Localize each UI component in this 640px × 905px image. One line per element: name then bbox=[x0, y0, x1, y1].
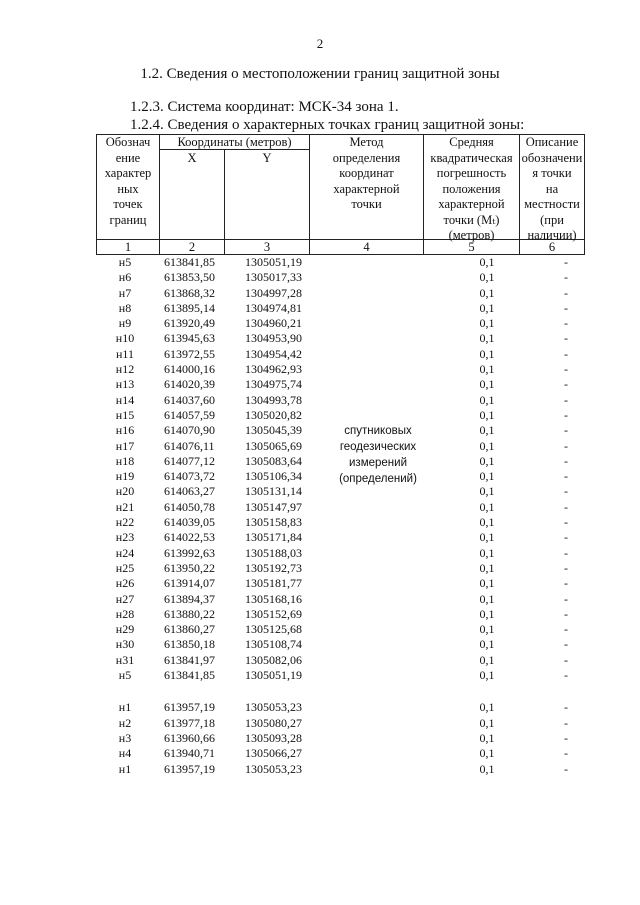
table-row bbox=[0, 362, 640, 377]
point-name: н5 bbox=[118, 668, 132, 683]
header-text: (при bbox=[540, 212, 564, 227]
header-text: Средняя bbox=[449, 135, 494, 149]
accuracy-value: 0,1 bbox=[479, 700, 495, 715]
header-text: характерной bbox=[333, 181, 400, 196]
accuracy-value: 0,1 bbox=[479, 499, 495, 514]
coord-y: 1305020,82 bbox=[245, 407, 302, 422]
table-row bbox=[0, 746, 640, 761]
header-method bbox=[310, 135, 423, 213]
coord-y: 1305131,14 bbox=[245, 484, 302, 499]
coord-y: 1305181,77 bbox=[245, 576, 302, 591]
accuracy-value: 0,1 bbox=[479, 377, 495, 392]
coord-y: 1304962,93 bbox=[245, 362, 302, 377]
point-name: н28 bbox=[115, 606, 135, 621]
coord-x: 613972,55 bbox=[164, 346, 215, 361]
table-row bbox=[0, 762, 640, 777]
header-text: я точки bbox=[532, 166, 572, 180]
coord-x: 614000,16 bbox=[164, 362, 215, 377]
col-number-5: 5 bbox=[468, 240, 475, 254]
header-text: положения bbox=[442, 181, 501, 196]
point-name: н7 bbox=[118, 285, 132, 300]
description-value: - bbox=[564, 407, 568, 422]
point-name: н1 bbox=[118, 761, 132, 776]
page-number: 2 bbox=[316, 36, 324, 51]
header-text: точки bbox=[351, 197, 382, 211]
coord-x: 613977,18 bbox=[164, 715, 215, 730]
description-value: - bbox=[564, 560, 568, 575]
coord-x: 614073,72 bbox=[164, 469, 215, 484]
col-number-2: 2 bbox=[188, 240, 196, 254]
accuracy-value: 0,1 bbox=[479, 484, 495, 499]
header-text: ение bbox=[115, 150, 141, 165]
accuracy-value: 0,1 bbox=[479, 746, 495, 761]
coord-x: 613914,07 bbox=[164, 576, 215, 591]
table-row bbox=[0, 607, 640, 622]
point-name: н23 bbox=[115, 530, 135, 545]
description-value: - bbox=[564, 346, 568, 361]
table-row bbox=[0, 561, 640, 576]
coord-y: 1305082,06 bbox=[245, 652, 302, 667]
coord-x: 613960,66 bbox=[164, 730, 215, 745]
header-x: X bbox=[187, 151, 197, 165]
header-point-designation bbox=[97, 135, 159, 228]
coord-y: 1305017,33 bbox=[245, 270, 302, 285]
accuracy-value: 0,1 bbox=[479, 622, 495, 637]
accuracy-value: 0,1 bbox=[479, 606, 495, 621]
coord-y: 1305080,27 bbox=[245, 715, 302, 730]
accuracy-value: 0,1 bbox=[479, 560, 495, 575]
point-name: н20 bbox=[115, 484, 135, 499]
coord-x: 614020,39 bbox=[164, 377, 215, 392]
coord-x: 613894,37 bbox=[164, 591, 215, 606]
table-row bbox=[0, 331, 640, 346]
coordinate-system-line: 1.2.3. Система координат: МСК-34 зона 1. bbox=[130, 99, 399, 115]
table-row bbox=[0, 716, 640, 731]
table-row bbox=[0, 653, 640, 668]
coord-y: 1305106,34 bbox=[245, 469, 302, 484]
description-value: - bbox=[564, 515, 568, 530]
coord-x: 613853,50 bbox=[164, 270, 215, 285]
point-name: н21 bbox=[115, 499, 135, 514]
table-row bbox=[0, 576, 640, 591]
point-name: н11 bbox=[116, 346, 134, 361]
method-text-line: измерений bbox=[349, 457, 407, 469]
point-name: н4 bbox=[118, 746, 132, 761]
point-name: н29 bbox=[115, 622, 135, 637]
header-text: Обознач bbox=[105, 135, 151, 149]
header-text: Метод bbox=[349, 135, 384, 149]
description-value: - bbox=[564, 300, 568, 315]
accuracy-value: 0,1 bbox=[479, 576, 495, 591]
description-value: - bbox=[564, 316, 568, 331]
coord-y: 1304997,28 bbox=[245, 285, 302, 300]
coord-x: 614063,27 bbox=[164, 484, 215, 499]
point-name: н3 bbox=[118, 730, 132, 745]
accuracy-value: 0,1 bbox=[479, 438, 495, 453]
accuracy-value: 0,1 bbox=[479, 730, 495, 745]
point-name: н12 bbox=[115, 362, 135, 377]
coord-y: 1305045,39 bbox=[245, 423, 302, 438]
point-name: н24 bbox=[115, 545, 135, 560]
accuracy-value: 0,1 bbox=[479, 362, 495, 377]
description-value: - bbox=[564, 438, 568, 453]
coord-x: 613940,71 bbox=[164, 746, 215, 761]
table-row bbox=[0, 393, 640, 408]
coord-x: 613841,97 bbox=[164, 652, 215, 667]
header-text: ных bbox=[117, 181, 139, 196]
header-coordinates: Координаты (метров) bbox=[177, 135, 292, 149]
section-title: 1.2. Сведения о местоположении границ защитной зоны bbox=[140, 66, 500, 82]
coord-y: 1305168,16 bbox=[245, 591, 302, 606]
coord-y: 1304960,21 bbox=[245, 316, 302, 331]
table-row bbox=[0, 622, 640, 637]
coord-x: 613957,19 bbox=[164, 761, 215, 776]
header-text: границ bbox=[109, 212, 147, 227]
accuracy-value: 0,1 bbox=[479, 316, 495, 331]
point-name: н16 bbox=[115, 423, 135, 438]
header-text: (метров) bbox=[448, 228, 495, 242]
coord-x: 613850,18 bbox=[164, 637, 215, 652]
coord-y: 1305192,73 bbox=[245, 560, 302, 575]
point-name: н25 bbox=[115, 560, 135, 575]
header-text: на bbox=[545, 181, 559, 196]
col-number-3: 3 bbox=[263, 240, 271, 254]
coord-x: 613950,22 bbox=[164, 560, 215, 575]
coord-x: 614070,90 bbox=[164, 423, 215, 438]
coord-y: 1305171,84 bbox=[245, 530, 302, 545]
description-value: - bbox=[564, 622, 568, 637]
point-name: н18 bbox=[115, 453, 135, 468]
coord-x: 614050,78 bbox=[164, 499, 215, 514]
point-name: н31 bbox=[115, 652, 135, 667]
coord-x: 613992,63 bbox=[164, 545, 215, 560]
coord-y: 1305188,03 bbox=[245, 545, 302, 560]
coord-y: 1305158,83 bbox=[245, 515, 302, 530]
point-name: н14 bbox=[115, 392, 135, 407]
table-row bbox=[0, 270, 640, 285]
col-number-6: 6 bbox=[548, 240, 556, 254]
coord-x: 613945,63 bbox=[164, 331, 215, 346]
table-row bbox=[0, 700, 640, 715]
coord-x: 614037,60 bbox=[164, 392, 215, 407]
point-name: н6 bbox=[118, 270, 132, 285]
table-row bbox=[0, 500, 640, 515]
table-row bbox=[0, 347, 640, 362]
coord-x: 614022,53 bbox=[164, 530, 215, 545]
coord-x: 613841,85 bbox=[164, 255, 215, 269]
point-name: н1 bbox=[118, 700, 132, 715]
description-value: - bbox=[564, 362, 568, 377]
point-name: н15 bbox=[115, 407, 135, 422]
points-heading: 1.2.4. Сведения о характерных точках границ защитной зоны: bbox=[130, 117, 525, 133]
description-value: - bbox=[564, 545, 568, 560]
header-text: характерной bbox=[438, 197, 505, 211]
coord-x: 614076,11 bbox=[164, 438, 215, 453]
coord-y: 1304975,74 bbox=[245, 377, 302, 392]
description-value: - bbox=[564, 652, 568, 667]
description-value: - bbox=[564, 637, 568, 652]
header-text: точек bbox=[113, 197, 143, 211]
coord-y: 1304974,81 bbox=[245, 300, 302, 315]
accuracy-value: 0,1 bbox=[479, 285, 495, 300]
accuracy-value: 0,1 bbox=[479, 761, 495, 776]
coord-x: 613920,49 bbox=[164, 316, 215, 331]
table-row bbox=[0, 546, 640, 561]
header-text: местности bbox=[524, 197, 580, 211]
coord-y: 1305147,97 bbox=[245, 499, 302, 514]
method-text-line: (определений) bbox=[339, 473, 417, 485]
table-row bbox=[0, 731, 640, 746]
coord-y: 1305051,19 bbox=[245, 255, 302, 269]
description-value: - bbox=[564, 392, 568, 407]
accuracy-value: 0,1 bbox=[479, 392, 495, 407]
method-text-line: спутниковых bbox=[344, 425, 412, 437]
coord-y: 1305053,23 bbox=[245, 761, 302, 776]
coord-x: 613860,27 bbox=[164, 622, 215, 637]
description-value: - bbox=[564, 715, 568, 730]
coord-y: 1305053,23 bbox=[245, 700, 302, 715]
point-name: н5 bbox=[118, 255, 132, 269]
coord-x: 614057,59 bbox=[164, 407, 215, 422]
header-text: погрешность bbox=[436, 166, 507, 180]
method-text-line: геодезических bbox=[339, 441, 417, 453]
header-description bbox=[520, 135, 584, 244]
group-gap bbox=[0, 683, 640, 700]
table-row bbox=[0, 515, 640, 530]
description-value: - bbox=[564, 453, 568, 468]
description-value: - bbox=[564, 255, 568, 269]
table-row bbox=[0, 377, 640, 392]
description-value: - bbox=[564, 700, 568, 715]
accuracy-value: 0,1 bbox=[479, 530, 495, 545]
table-row bbox=[0, 408, 640, 423]
col-number-1: 1 bbox=[124, 240, 132, 254]
accuracy-value: 0,1 bbox=[479, 652, 495, 667]
coord-y: 1304954,42 bbox=[245, 346, 302, 361]
accuracy-value: 0,1 bbox=[479, 715, 495, 730]
description-value: - bbox=[564, 576, 568, 591]
header-text: наличии) bbox=[527, 228, 577, 242]
coord-x: 613895,14 bbox=[164, 300, 215, 315]
table-row bbox=[0, 637, 640, 652]
coord-y: 1305051,19 bbox=[245, 668, 302, 683]
point-name: н9 bbox=[118, 316, 132, 331]
coord-y: 1304993,78 bbox=[245, 392, 302, 407]
coord-x: 614077,12 bbox=[164, 453, 215, 468]
coord-x: 614039,05 bbox=[164, 515, 215, 530]
header-text: характер bbox=[104, 166, 152, 180]
table-body bbox=[0, 255, 640, 777]
table-row bbox=[0, 301, 640, 316]
coord-x: 613880,22 bbox=[164, 606, 215, 621]
coord-y: 1305125,68 bbox=[245, 622, 302, 637]
point-name: н2 bbox=[118, 715, 132, 730]
point-name: н19 bbox=[115, 469, 135, 484]
description-value: - bbox=[564, 285, 568, 300]
header-accuracy bbox=[424, 135, 519, 244]
point-name: н27 bbox=[115, 591, 135, 606]
description-value: - bbox=[564, 530, 568, 545]
description-value: - bbox=[564, 484, 568, 499]
coord-x: 613841,85 bbox=[164, 668, 215, 683]
description-value: - bbox=[564, 469, 568, 484]
point-name: н8 bbox=[118, 300, 132, 315]
description-value: - bbox=[564, 730, 568, 745]
coord-x: 613868,32 bbox=[164, 285, 215, 300]
point-name: н30 bbox=[115, 637, 135, 652]
table-row bbox=[0, 316, 640, 331]
accuracy-value: 0,1 bbox=[479, 637, 495, 652]
accuracy-value: 0,1 bbox=[479, 668, 495, 683]
header-text: квадратическая bbox=[430, 150, 513, 165]
accuracy-value: 0,1 bbox=[479, 270, 495, 285]
accuracy-value: 0,1 bbox=[479, 300, 495, 315]
header-text: определения bbox=[332, 150, 401, 165]
method-value bbox=[318, 423, 438, 487]
col-number-4: 4 bbox=[363, 240, 370, 254]
point-name: н22 bbox=[115, 515, 135, 530]
coord-x: 613957,19 bbox=[164, 700, 215, 715]
col-border-6 bbox=[584, 134, 585, 255]
coord-y: 1305083,64 bbox=[245, 453, 302, 468]
coord-y: 1305093,28 bbox=[245, 730, 302, 745]
description-value: - bbox=[564, 746, 568, 761]
coord-y: 1305066,27 bbox=[245, 746, 302, 761]
accuracy-value: 0,1 bbox=[479, 407, 495, 422]
description-value: - bbox=[564, 423, 568, 438]
accuracy-value: 0,1 bbox=[479, 346, 495, 361]
header-text: координат bbox=[339, 166, 394, 180]
description-value: - bbox=[564, 331, 568, 346]
table-row bbox=[0, 668, 640, 683]
coord-y: 1305065,69 bbox=[245, 438, 302, 453]
point-name: н26 bbox=[115, 576, 135, 591]
header-text: обозначени bbox=[521, 150, 583, 165]
accuracy-value: 0,1 bbox=[479, 545, 495, 560]
accuracy-value: 0,1 bbox=[479, 591, 495, 606]
coord-y: 1304953,90 bbox=[245, 331, 302, 346]
point-name: н17 bbox=[115, 438, 135, 453]
accuracy-value: 0,1 bbox=[479, 331, 495, 346]
description-value: - bbox=[564, 591, 568, 606]
description-value: - bbox=[564, 499, 568, 514]
point-name: н13 bbox=[115, 377, 135, 392]
coord-y: 1305152,69 bbox=[245, 606, 302, 621]
accuracy-value: 0,1 bbox=[479, 255, 495, 269]
table-row bbox=[0, 592, 640, 607]
description-value: - bbox=[564, 761, 568, 776]
table-row bbox=[0, 530, 640, 545]
header-y: Y bbox=[262, 151, 272, 165]
description-value: - bbox=[564, 606, 568, 621]
header-text: Описание bbox=[525, 135, 579, 149]
accuracy-value: 0,1 bbox=[479, 469, 495, 484]
coord-y: 1305108,74 bbox=[245, 637, 302, 652]
header-text: точки (Mₜ) bbox=[443, 212, 500, 227]
accuracy-value: 0,1 bbox=[479, 423, 495, 438]
description-value: - bbox=[564, 270, 568, 285]
table-row bbox=[0, 255, 640, 270]
point-name: н10 bbox=[115, 331, 135, 346]
accuracy-value: 0,1 bbox=[479, 515, 495, 530]
description-value: - bbox=[564, 668, 568, 683]
table-row bbox=[0, 286, 640, 301]
accuracy-value: 0,1 bbox=[479, 453, 495, 468]
description-value: - bbox=[564, 377, 568, 392]
